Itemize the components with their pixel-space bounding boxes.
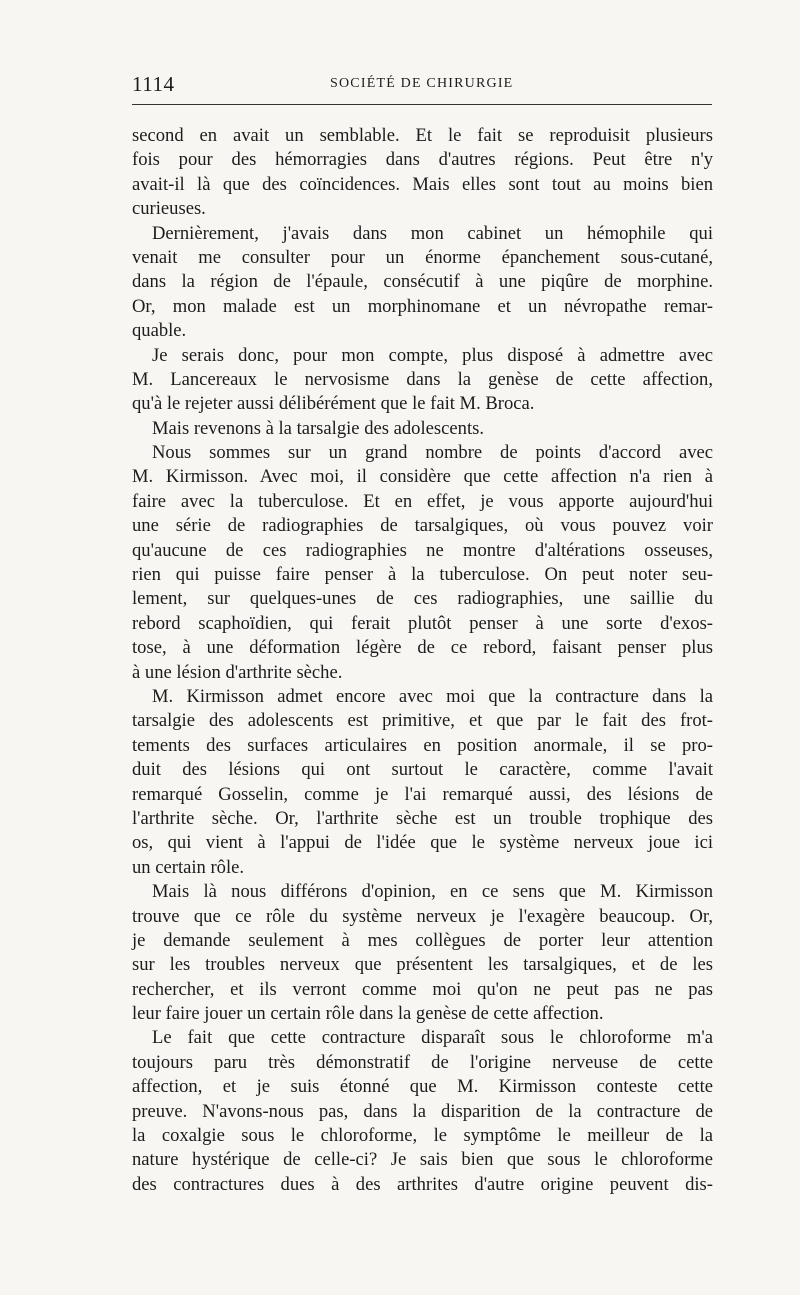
text-line: un certain rôle. <box>132 856 245 878</box>
text-line: leur faire jouer un certain rôle dans la genèse de cette affection. <box>132 1003 604 1025</box>
text-line: tarsalgie des adolescents est primitive, et que par le fait des frot- <box>132 710 713 732</box>
text-line: tements des surfaces articulaires en position anormale, il se pro- <box>132 734 713 756</box>
running-title: SOCIÉTÉ DE CHIRURGIE <box>330 76 514 91</box>
text-line: trouve que ce rôle du système nerveux je l'exagère beaucoup. Or, <box>132 905 713 927</box>
text-line: qu'aucune de ces radiographies ne montre d'altérations osseuses, <box>132 539 713 561</box>
text-line: toujours paru très démonstratif de l'origine nerveuse de cette <box>132 1051 713 1073</box>
text-line: quable. <box>132 320 187 342</box>
text-line: tose, à une déformation légère de ce rebord, faisant penser plus <box>132 637 713 659</box>
text-line: Je serais donc, pour mon compte, plus disposé à admettre avec <box>152 344 713 366</box>
text-line: Or, mon malade est un morphinomane et un névropathe remar- <box>132 295 713 317</box>
text-line: fois pour des hémorragies dans d'autres régions. Peut être n'y <box>132 149 713 171</box>
text-line: rechercher, et ils verront comme moi qu'on ne peut pas ne pas <box>132 978 713 1000</box>
text-line: rebord scaphoïdien, qui ferait plutôt penser à une sorte d'exos- <box>132 612 713 634</box>
text-line: des contractures dues à des arthrites d'autre origine peuvent dis- <box>132 1173 713 1195</box>
text-line: duit des lésions qui ont surtout le caractère, comme l'avait <box>132 759 713 781</box>
page-header <box>132 72 712 98</box>
text-line: Mais là nous différons d'opinion, en ce sens que M. Kirmisson <box>152 881 713 903</box>
text-line: M. Kirmisson admet encore avec moi que la contracture dans la <box>152 685 713 707</box>
text-line: second en avait un semblable. Et le fait se reproduisit plusieurs <box>132 125 713 146</box>
text-line: qu'à le rejeter aussi délibérément que le fait M. Broca. <box>132 393 535 415</box>
body-text <box>132 124 713 1197</box>
header-rule <box>132 104 712 105</box>
text-line: remarqué Gosselin, comme je l'ai remarqué aussi, des lésions de <box>132 783 713 805</box>
text-line: dans la région de l'épaule, consécutif à une piqûre de morphine. <box>132 271 713 293</box>
text-line: M. Kirmisson. Avec moi, il considère que cette affection n'a rien à <box>132 466 713 488</box>
text-line: curieuses. <box>132 198 206 220</box>
text-line: rien qui puisse faire penser à la tuberculose. On peut noter seu- <box>132 564 713 586</box>
text-line: venait me consulter pour un énorme épanchement sous-cutané, <box>132 246 713 268</box>
text-line: Dernièrement, j'avais dans mon cabinet un hémophile qui <box>152 222 713 244</box>
text-line: Mais revenons à la tarsalgie des adolescents. <box>152 417 484 439</box>
text-line: nature hystérique de celle-ci? Je sais bien que sous le chloroforme <box>132 1149 713 1171</box>
text-line: l'arthrite sèche. Or, l'arthrite sèche est un trouble trophique des <box>132 807 713 829</box>
text-line: preuve. N'avons-nous pas, dans la disparition de la contracture de <box>132 1100 713 1122</box>
text-line: avait-il là que des coïncidences. Mais elles sont tout au moins bien <box>132 173 713 195</box>
text-line: os, qui vient à l'appui de l'idée que le système nerveux joue ici <box>132 832 713 854</box>
text-line: Nous sommes sur un grand nombre de points d'accord avec <box>152 442 713 464</box>
text-line: je demande seulement à mes collègues de porter leur attention <box>132 929 713 951</box>
text-line: faire avec la tuberculose. Et en effet, je vous apporte aujourd'hui <box>132 490 713 512</box>
text-line: sur les troubles nerveux que présentent les tarsalgiques, et de les <box>132 954 713 976</box>
text-line: Le fait que cette contracture disparaît sous le chloroforme m'a <box>152 1027 713 1049</box>
text-line: lement, sur quelques-unes de ces radiographies, une saillie du <box>132 588 713 610</box>
text-line: une série de radiographies de tarsalgiques, où vous pouvez voir <box>132 515 713 537</box>
text-line: à une lésion d'arthrite sèche. <box>132 661 343 683</box>
text-line: affection, et je suis étonné que M. Kirmisson conteste cette <box>132 1076 713 1098</box>
page-number: 1114 <box>132 72 175 96</box>
text-line: M. Lancereaux le nervosisme dans la genèse de cette affection, <box>132 368 713 390</box>
text-line: la coxalgie sous le chloroforme, le symptôme le meilleur de la <box>132 1125 713 1147</box>
